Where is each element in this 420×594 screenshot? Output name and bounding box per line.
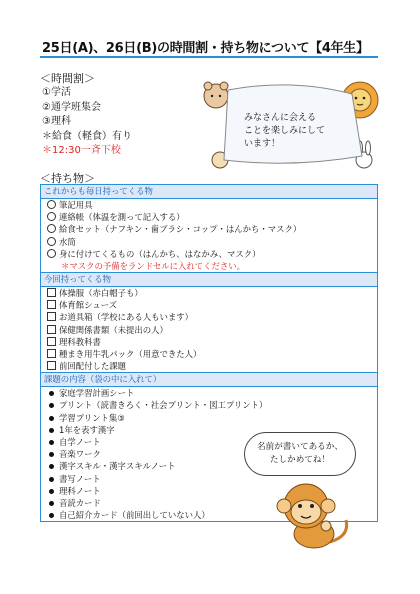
reminder-bubble [244, 432, 356, 476]
schedule-item: ③理科 [42, 116, 71, 127]
item-label: 身に付けてくるもの（はんかち、はなかみ、マスク） [59, 248, 261, 259]
item-label: 保健関係書類（未提出の人） [59, 324, 168, 335]
bullet-icon [49, 391, 54, 396]
list-item [41, 360, 377, 372]
circle-bullet-icon [47, 237, 56, 246]
checkbox-icon [47, 349, 56, 358]
list-item [41, 399, 377, 411]
page-title: 25日(A)、26日(B)の時間割・持ち物について【4年生】 [42, 41, 369, 56]
title-bar [40, 36, 378, 58]
schedule-item: ＊給食（軽食）有り [42, 130, 132, 142]
list-item [41, 336, 377, 348]
dismissal-time: ＊12:30一斉下校 [42, 145, 121, 156]
circle-bullet-icon [47, 212, 56, 221]
list-item [41, 223, 377, 235]
welcome-message [244, 112, 360, 151]
belongings-heading: ＜持ち物＞ [40, 172, 95, 185]
item-label: 筆記用具 [59, 200, 93, 210]
schedule-item: ②通学班集会 [42, 101, 101, 113]
item-label: 音楽ワーク [59, 449, 101, 460]
schedule-heading: ＜時間割＞ [40, 72, 95, 85]
item-label: 種まき用牛乳パック（用意できた人） [59, 348, 202, 359]
item-label: 前回配付した課題 [59, 361, 126, 372]
item-label: 理科ノート [59, 485, 101, 496]
checkbox-icon [47, 312, 56, 321]
checkbox-icon [47, 325, 56, 334]
bullet-icon [49, 501, 54, 506]
list-item [41, 412, 377, 424]
always-header: これからも毎日持ってくる物 [41, 185, 377, 199]
this-time-header: 今回持ってくる物 [41, 272, 377, 287]
list-item [41, 324, 377, 336]
schedule-list [42, 86, 132, 159]
checkbox-icon [47, 361, 56, 370]
item-label: 自学ノート [59, 437, 101, 447]
item-label: 漢字スキル・漢字スキルノート [59, 461, 176, 472]
list-item [41, 348, 377, 360]
monkey-illustration [270, 476, 356, 550]
item-label: お道具箱（学校にある人もいます） [59, 312, 193, 323]
list-item [41, 211, 377, 223]
message-line: ことを楽しみにして [244, 126, 326, 136]
homework-header: 課題の内容（袋の中に入れて） [41, 372, 377, 387]
message-line: みなさんに会える [244, 113, 317, 123]
checkbox-icon [47, 288, 56, 297]
list-item [41, 248, 377, 260]
list-item [41, 299, 377, 311]
checkbox-icon [47, 337, 56, 346]
bullet-icon [49, 452, 54, 457]
list-item [41, 199, 377, 211]
schedule-item: ①学活 [42, 87, 71, 98]
item-label: 書写ノート [59, 473, 101, 484]
circle-bullet-icon [47, 224, 56, 233]
item-label: 連絡帳（体温を測って記入する） [59, 212, 185, 223]
item-label: 自己紹介カード（前回出していない人） [59, 510, 210, 521]
item-label: 1年を表す漢字 [59, 424, 115, 435]
item-label: 学習プリント集③ [59, 412, 125, 423]
mask-note: ＊マスクの予備をランドセルに入れてください。 [61, 260, 245, 271]
bullet-icon [49, 489, 54, 494]
list-item [41, 287, 377, 299]
bullet-icon [49, 428, 54, 433]
message-line: います！ [244, 139, 281, 149]
item-label: 水筒 [59, 236, 76, 247]
item-label: 音読カード [59, 497, 101, 508]
item-label: 体育館シューズ [59, 300, 118, 311]
bullet-icon [49, 403, 54, 408]
item-label: プリント（読書きろく・社会プリント・図工プリント） [59, 400, 268, 411]
list-item [41, 236, 377, 248]
bullet-icon [49, 464, 54, 469]
list-item [41, 387, 377, 399]
bullet-icon [49, 513, 54, 518]
checkbox-icon [47, 300, 56, 309]
item-label: 家庭学習計画シート [59, 388, 135, 399]
bullet-icon [49, 477, 54, 482]
bullet-icon [49, 416, 54, 421]
item-label: 給食セット（ナフキン・歯ブラシ・コップ・はんかち・マスク） [59, 224, 302, 235]
bullet-icon [49, 440, 54, 445]
circle-bullet-icon [47, 249, 56, 258]
list-item [41, 311, 377, 323]
item-label: 体操服（赤白帽子も） [59, 287, 143, 298]
item-label: 理科教科書 [59, 336, 101, 347]
reminder-line: たしかめてね！ [269, 455, 331, 465]
reminder-line: 名前が書いてあるか、 [257, 442, 343, 452]
circle-bullet-icon [47, 200, 56, 209]
